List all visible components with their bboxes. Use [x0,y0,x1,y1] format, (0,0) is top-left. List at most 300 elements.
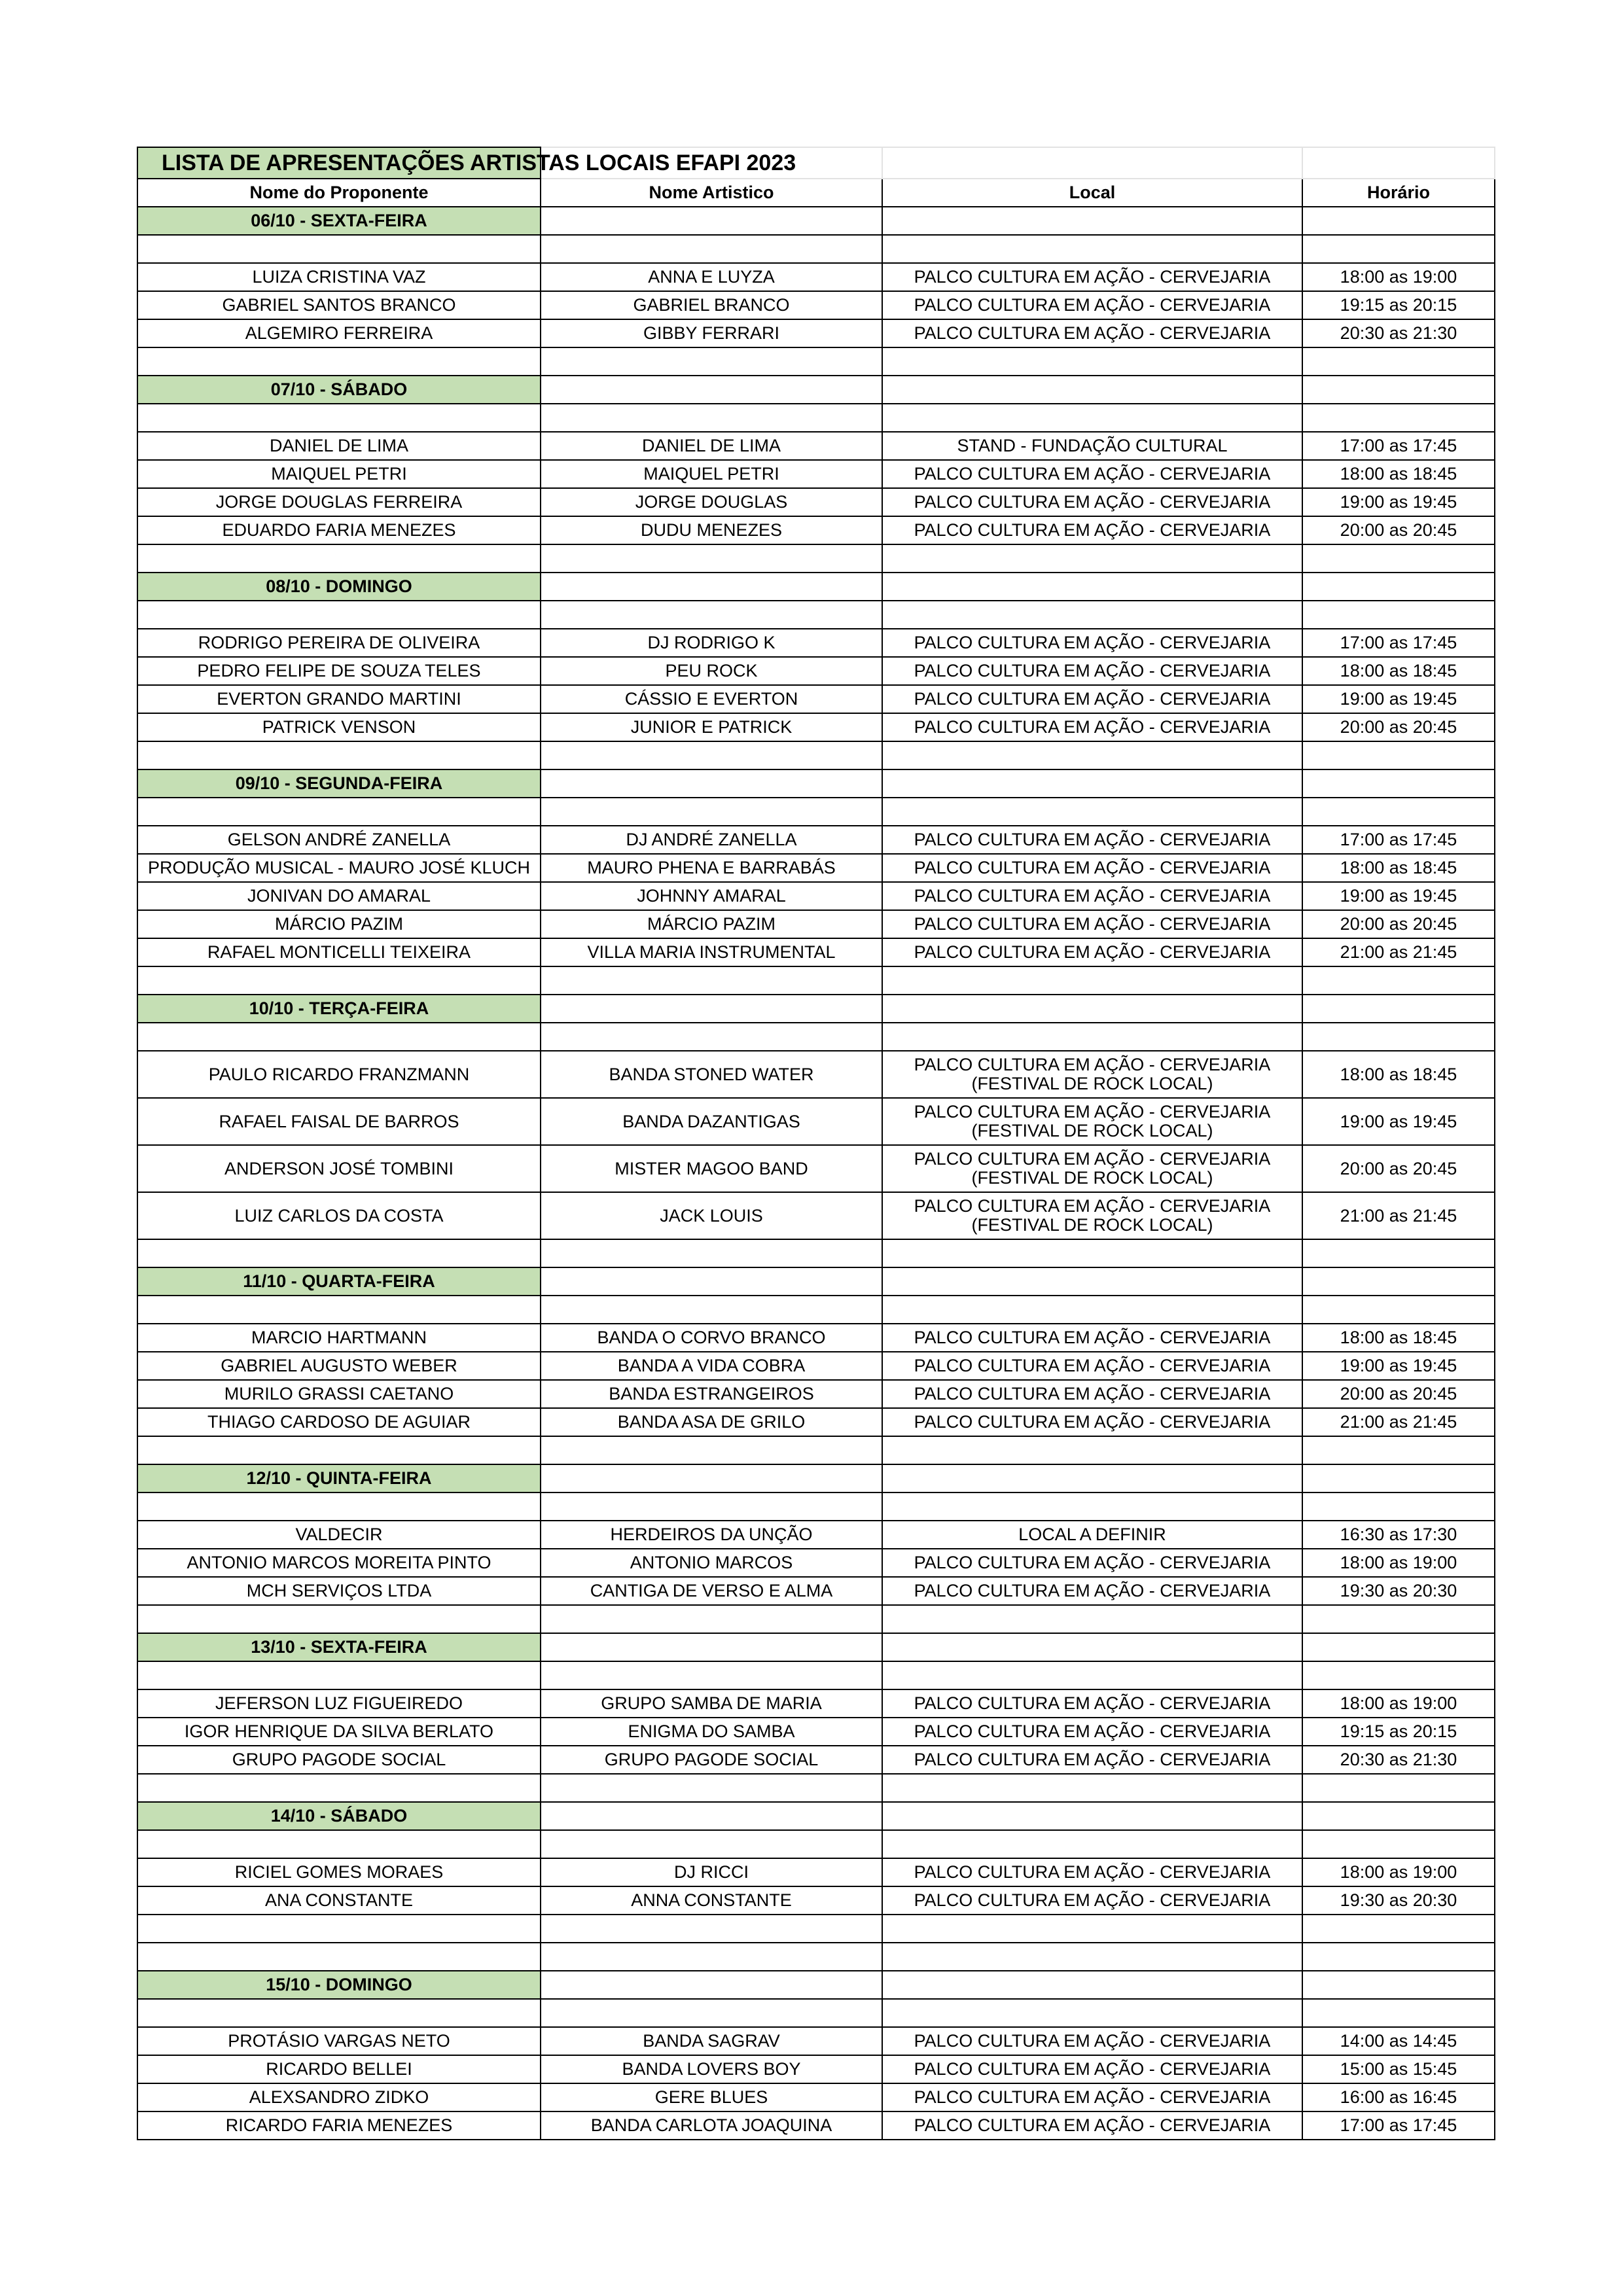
blank-row [137,404,1495,432]
table-row [137,2027,1495,2055]
proponent-cell: MARCIO HARTMANN [137,1324,541,1352]
day-header-row [137,207,1495,235]
artist-name-cell: DANIEL DE LIMA [541,432,882,460]
empty-cell [137,544,541,573]
artist-name-cell: GERE BLUES [541,2083,882,2111]
empty-cell [137,235,541,263]
time-cell: 19:15 as 20:15 [1302,291,1495,319]
day-label: 14/10 - SÁBADO [137,1802,541,1830]
empty-cell [1302,1492,1495,1521]
table-row [137,826,1495,854]
day-header-row [137,573,1495,601]
empty-cell [541,1464,882,1492]
day-label: 10/10 - TERÇA-FEIRA [137,995,541,1023]
empty-cell [1302,1802,1495,1830]
empty-cell [1302,1239,1495,1267]
proponent-cell: LUIZ CARLOS DA COSTA [137,1192,541,1239]
day-header-row [137,376,1495,404]
location-cell: PALCO CULTURA EM AÇÃO - CERVEJARIA [882,1324,1302,1352]
empty-cell [137,601,541,629]
artist-name-cell: PEU ROCK [541,657,882,685]
empty-cell [541,1492,882,1521]
empty-cell [137,966,541,995]
blank-row [137,1239,1495,1267]
day-header-row [137,1464,1495,1492]
sheet-title: LISTA DE APRESENTAÇÕES ARTISTAS LOCAIS EFAPI 2023 [137,147,541,179]
day-header-row [137,995,1495,1023]
empty-cell [1302,404,1495,432]
location-cell: PALCO CULTURA EM AÇÃO - CERVEJARIA [882,854,1302,882]
proponent-cell: RICIEL GOMES MORAES [137,1858,541,1886]
artist-name-cell: BANDA A VIDA COBRA [541,1352,882,1380]
empty-cell [541,966,882,995]
location-cell: PALCO CULTURA EM AÇÃO - CERVEJARIA [882,460,1302,488]
artist-name-cell: MAIQUEL PETRI [541,460,882,488]
location-cell [882,1098,1302,1145]
location-subtitle: (FESTIVAL DE ROCK LOCAL) [971,1215,1213,1235]
empty-cell [882,1943,1302,1971]
location-subtitle: (FESTIVAL DE ROCK LOCAL) [971,1074,1213,1093]
table-row [137,1145,1495,1192]
location-cell: PALCO CULTURA EM AÇÃO - CERVEJARIA [882,488,1302,516]
proponent-cell: RICARDO FARIA MENEZES [137,2111,541,2140]
table-row [137,432,1495,460]
proponent-cell: VALDECIR [137,1521,541,1549]
proponent-cell: DANIEL DE LIMA [137,432,541,460]
location-cell [882,1192,1302,1239]
proponent-cell: MCH SERVIÇOS LTDA [137,1577,541,1605]
empty-cell [137,1915,541,1943]
empty-cell [137,1239,541,1267]
day-label: 07/10 - SÁBADO [137,376,541,404]
empty-cell [882,147,1302,179]
time-cell: 18:00 as 18:45 [1302,657,1495,685]
empty-cell [1302,376,1495,404]
empty-cell [882,1915,1302,1943]
empty-cell [882,995,1302,1023]
artist-name-cell: VILLA MARIA INSTRUMENTAL [541,938,882,966]
empty-cell [137,1436,541,1464]
time-cell: 18:00 as 18:45 [1302,460,1495,488]
header-time: Horário [1302,179,1495,207]
artist-name-cell: BANDA STONED WATER [541,1051,882,1098]
empty-cell [1302,1999,1495,2027]
empty-cell [882,601,1302,629]
artist-name-cell: JUNIOR E PATRICK [541,713,882,741]
location-cell: PALCO CULTURA EM AÇÃO - CERVEJARIA [882,910,1302,938]
location-cell: PALCO CULTURA EM AÇÃO - CERVEJARIA [882,2027,1302,2055]
proponent-cell: EDUARDO FARIA MENEZES [137,516,541,544]
table-row [137,291,1495,319]
proponent-cell: PRODUÇÃO MUSICAL - MAURO JOSÉ KLUCH [137,854,541,882]
artist-name-cell: GRUPO SAMBA DE MARIA [541,1689,882,1718]
table-row [137,1380,1495,1408]
empty-cell [541,769,882,798]
blank-row [137,1605,1495,1633]
empty-cell [541,1267,882,1296]
table-row [137,1192,1495,1239]
proponent-cell: RICARDO BELLEI [137,2055,541,2083]
table-row [137,1408,1495,1436]
blank-row [137,1296,1495,1324]
empty-cell [1302,1774,1495,1802]
empty-cell [541,1605,882,1633]
blank-row [137,1830,1495,1858]
time-cell: 18:00 as 19:00 [1302,1858,1495,1886]
artist-name-cell: DJ RODRIGO K [541,629,882,657]
time-cell: 18:00 as 18:45 [1302,854,1495,882]
table-row [137,1521,1495,1549]
proponent-cell: JORGE DOUGLAS FERREIRA [137,488,541,516]
proponent-cell: ANA CONSTANTE [137,1886,541,1915]
table-row [137,685,1495,713]
artist-name-cell: BANDA O CORVO BRANCO [541,1324,882,1352]
proponent-cell: IGOR HENRIQUE DA SILVA BERLATO [137,1718,541,1746]
artist-name-cell: BANDA ESTRANGEIROS [541,1380,882,1408]
empty-cell [882,741,1302,769]
location-cell: PALCO CULTURA EM AÇÃO - CERVEJARIA [882,516,1302,544]
time-cell: 17:00 as 17:45 [1302,629,1495,657]
location-cell: PALCO CULTURA EM AÇÃO - CERVEJARIA [882,1718,1302,1746]
empty-cell [541,207,882,235]
location-line: PALCO CULTURA EM AÇÃO - CERVEJARIA [914,1196,1271,1216]
empty-cell [882,1999,1302,2027]
table-row [137,1051,1495,1098]
artist-name-cell: JORGE DOUGLAS [541,488,882,516]
empty-cell [882,769,1302,798]
artist-name-cell: BANDA LOVERS BOY [541,2055,882,2083]
proponent-cell: GELSON ANDRÉ ZANELLA [137,826,541,854]
blank-row [137,1436,1495,1464]
empty-cell [541,741,882,769]
empty-cell [882,1605,1302,1633]
time-cell: 19:30 as 20:30 [1302,1886,1495,1915]
empty-cell [882,1436,1302,1464]
empty-cell [882,235,1302,263]
time-cell: 20:00 as 20:45 [1302,910,1495,938]
empty-cell [1302,1633,1495,1661]
time-cell: 21:00 as 21:45 [1302,938,1495,966]
artist-name-cell: DJ RICCI [541,1858,882,1886]
blank-row [137,347,1495,376]
empty-cell [1302,1464,1495,1492]
table-row [137,2083,1495,2111]
table-row [137,629,1495,657]
empty-cell [137,1605,541,1633]
location-cell: STAND - FUNDAÇÃO CULTURAL [882,432,1302,460]
blank-row [137,235,1495,263]
time-cell: 17:00 as 17:45 [1302,826,1495,854]
time-cell: 18:00 as 18:45 [1302,1051,1495,1098]
empty-cell [1302,573,1495,601]
empty-cell [882,347,1302,376]
table-row [137,938,1495,966]
empty-cell [541,1999,882,2027]
empty-cell [541,1436,882,1464]
empty-cell [541,544,882,573]
artist-name-cell: ANNA E LUYZA [541,263,882,291]
empty-cell [541,404,882,432]
empty-cell [541,573,882,601]
day-label: 13/10 - SEXTA-FEIRA [137,1633,541,1661]
day-header-row [137,1633,1495,1661]
time-cell: 20:00 as 20:45 [1302,1145,1495,1192]
day-label: 11/10 - QUARTA-FEIRA [137,1267,541,1296]
artist-name-cell: MISTER MAGOO BAND [541,1145,882,1192]
artist-name-cell: JOHNNY AMARAL [541,882,882,910]
proponent-cell: MURILO GRASSI CAETANO [137,1380,541,1408]
table-row [137,460,1495,488]
location-cell: PALCO CULTURA EM AÇÃO - CERVEJARIA [882,1380,1302,1408]
artist-name-cell: MAURO PHENA E BARRABÁS [541,854,882,882]
empty-cell [541,1943,882,1971]
empty-cell [137,1296,541,1324]
location-line: PALCO CULTURA EM AÇÃO - CERVEJARIA [914,1055,1271,1074]
proponent-cell: JONIVAN DO AMARAL [137,882,541,910]
artist-name-cell: JACK LOUIS [541,1192,882,1239]
time-cell: 16:30 as 17:30 [1302,1521,1495,1549]
empty-cell [882,798,1302,826]
time-cell: 19:15 as 20:15 [1302,1718,1495,1746]
location-cell [882,1145,1302,1192]
empty-cell [882,376,1302,404]
empty-cell [882,404,1302,432]
table-row [137,1689,1495,1718]
time-cell: 18:00 as 18:45 [1302,1324,1495,1352]
artist-name-cell: DUDU MENEZES [541,516,882,544]
time-cell: 20:00 as 20:45 [1302,713,1495,741]
empty-cell [882,1267,1302,1296]
blank-row [137,1774,1495,1802]
empty-cell [541,347,882,376]
proponent-cell: RODRIGO PEREIRA DE OLIVEIRA [137,629,541,657]
table-row [137,910,1495,938]
proponent-cell: ALEXSANDRO ZIDKO [137,2083,541,2111]
table-row [137,319,1495,347]
empty-cell [541,1023,882,1051]
time-cell: 19:00 as 19:45 [1302,488,1495,516]
location-cell: PALCO CULTURA EM AÇÃO - CERVEJARIA [882,1858,1302,1886]
empty-cell [137,404,541,432]
table-row [137,1746,1495,1774]
empty-cell [541,798,882,826]
time-cell: 19:30 as 20:30 [1302,1577,1495,1605]
proponent-cell: PATRICK VENSON [137,713,541,741]
proponent-cell: JEFERSON LUZ FIGUEIREDO [137,1689,541,1718]
empty-cell [1302,1661,1495,1689]
time-cell: 15:00 as 15:45 [1302,2055,1495,2083]
location-cell: PALCO CULTURA EM AÇÃO - CERVEJARIA [882,938,1302,966]
empty-cell [137,1999,541,2027]
proponent-cell: GABRIEL AUGUSTO WEBER [137,1352,541,1380]
artist-name-cell: CANTIGA DE VERSO E ALMA [541,1577,882,1605]
location-cell: PALCO CULTURA EM AÇÃO - CERVEJARIA [882,2111,1302,2140]
time-cell: 20:00 as 20:45 [1302,1380,1495,1408]
day-label: 12/10 - QUINTA-FEIRA [137,1464,541,1492]
location-cell: PALCO CULTURA EM AÇÃO - CERVEJARIA [882,882,1302,910]
header-row [137,179,1495,207]
empty-cell [882,1971,1302,1999]
artist-name-cell: ANTONIO MARCOS [541,1549,882,1577]
table-row [137,488,1495,516]
empty-cell [882,573,1302,601]
proponent-cell: RAFAEL FAISAL DE BARROS [137,1098,541,1145]
empty-cell [882,1830,1302,1858]
empty-cell [882,544,1302,573]
empty-cell [1302,966,1495,995]
proponent-cell: MÁRCIO PAZIM [137,910,541,938]
empty-cell [1302,347,1495,376]
empty-cell [1302,601,1495,629]
blank-row [137,798,1495,826]
empty-cell [1302,1605,1495,1633]
time-cell: 18:00 as 19:00 [1302,263,1495,291]
empty-cell [1302,769,1495,798]
schedule-table-body [137,147,1495,2140]
empty-cell [137,1492,541,1521]
blank-row [137,1023,1495,1051]
table-row [137,854,1495,882]
artist-name-cell: GABRIEL BRANCO [541,291,882,319]
table-row [137,1577,1495,1605]
blank-row [137,1492,1495,1521]
time-cell: 20:00 as 20:45 [1302,516,1495,544]
header-proponent: Nome do Proponente [137,179,541,207]
artist-name-cell: HERDEIROS DA UNÇÃO [541,1521,882,1549]
location-cell: PALCO CULTURA EM AÇÃO - CERVEJARIA [882,2083,1302,2111]
empty-cell [541,1633,882,1661]
empty-cell [882,1296,1302,1324]
table-row [137,516,1495,544]
empty-cell [541,601,882,629]
location-subtitle: (FESTIVAL DE ROCK LOCAL) [971,1168,1213,1188]
schedule-table [137,147,1495,2140]
empty-cell [882,1492,1302,1521]
artist-name-cell: DJ ANDRÉ ZANELLA [541,826,882,854]
empty-cell [1302,1943,1495,1971]
day-label: 08/10 - DOMINGO [137,573,541,601]
proponent-cell: MAIQUEL PETRI [137,460,541,488]
day-header-row [137,1267,1495,1296]
empty-cell [1302,995,1495,1023]
location-cell: PALCO CULTURA EM AÇÃO - CERVEJARIA [882,685,1302,713]
blank-row [137,1999,1495,2027]
empty-cell [541,1661,882,1689]
blank-row [137,1661,1495,1689]
location-cell [882,1051,1302,1098]
proponent-cell: GRUPO PAGODE SOCIAL [137,1746,541,1774]
location-cell: PALCO CULTURA EM AÇÃO - CERVEJARIA [882,713,1302,741]
blank-row [137,544,1495,573]
time-cell: 14:00 as 14:45 [1302,2027,1495,2055]
blank-row [137,1943,1495,1971]
table-row [137,1886,1495,1915]
location-line: PALCO CULTURA EM AÇÃO - CERVEJARIA [914,1102,1271,1122]
empty-cell [541,1802,882,1830]
empty-cell [1302,235,1495,263]
header-artist: Nome Artistico [541,179,882,207]
proponent-cell: GABRIEL SANTOS BRANCO [137,291,541,319]
table-row [137,1858,1495,1886]
artist-name-cell: GRUPO PAGODE SOCIAL [541,1746,882,1774]
empty-cell [137,1661,541,1689]
table-row [137,2055,1495,2083]
time-cell: 18:00 as 19:00 [1302,1549,1495,1577]
day-label: 15/10 - DOMINGO [137,1971,541,1999]
blank-row [137,601,1495,629]
empty-cell [541,1971,882,1999]
table-row [137,1098,1495,1145]
empty-cell [541,235,882,263]
location-cell: PALCO CULTURA EM AÇÃO - CERVEJARIA [882,657,1302,685]
time-cell: 16:00 as 16:45 [1302,2083,1495,2111]
location-cell: PALCO CULTURA EM AÇÃO - CERVEJARIA [882,1408,1302,1436]
table-row [137,1718,1495,1746]
empty-cell [137,1830,541,1858]
blank-row [137,966,1495,995]
empty-cell [1302,1830,1495,1858]
location-cell: PALCO CULTURA EM AÇÃO - CERVEJARIA [882,1886,1302,1915]
location-cell: PALCO CULTURA EM AÇÃO - CERVEJARIA [882,629,1302,657]
empty-cell [1302,741,1495,769]
artist-name-cell: BANDA DAZANTIGAS [541,1098,882,1145]
artist-name-cell: BANDA ASA DE GRILO [541,1408,882,1436]
day-label: 06/10 - SEXTA-FEIRA [137,207,541,235]
table-row [137,1352,1495,1380]
artist-name-cell: ENIGMA DO SAMBA [541,1718,882,1746]
day-header-row [137,1802,1495,1830]
empty-cell [1302,1971,1495,1999]
proponent-cell: ALGEMIRO FERREIRA [137,319,541,347]
day-label: 09/10 - SEGUNDA-FEIRA [137,769,541,798]
time-cell: 19:00 as 19:45 [1302,685,1495,713]
time-cell: 21:00 as 21:45 [1302,1192,1495,1239]
empty-cell [541,1296,882,1324]
empty-cell [882,1239,1302,1267]
time-cell: 17:00 as 17:45 [1302,432,1495,460]
empty-cell [882,1661,1302,1689]
table-row [137,1324,1495,1352]
proponent-cell: ANDERSON JOSÉ TOMBINI [137,1145,541,1192]
time-cell: 19:00 as 19:45 [1302,1352,1495,1380]
proponent-cell: EVERTON GRANDO MARTINI [137,685,541,713]
empty-cell [1302,1436,1495,1464]
time-cell: 18:00 as 19:00 [1302,1689,1495,1718]
empty-cell [137,1943,541,1971]
table-row [137,657,1495,685]
table-row [137,1549,1495,1577]
time-cell: 21:00 as 21:45 [1302,1408,1495,1436]
time-cell: 20:30 as 21:30 [1302,319,1495,347]
proponent-cell: ANTONIO MARCOS MOREITA PINTO [137,1549,541,1577]
title-row [137,147,1495,179]
location-cell: PALCO CULTURA EM AÇÃO - CERVEJARIA [882,2055,1302,2083]
empty-cell [1302,798,1495,826]
location-cell: PALCO CULTURA EM AÇÃO - CERVEJARIA [882,263,1302,291]
empty-cell [137,798,541,826]
empty-cell [137,1023,541,1051]
empty-cell [1302,1267,1495,1296]
empty-cell [882,1023,1302,1051]
table-row [137,882,1495,910]
location-cell: PALCO CULTURA EM AÇÃO - CERVEJARIA [882,1689,1302,1718]
empty-cell [541,376,882,404]
empty-cell [137,347,541,376]
proponent-cell: THIAGO CARDOSO DE AGUIAR [137,1408,541,1436]
blank-row [137,1915,1495,1943]
location-cell: PALCO CULTURA EM AÇÃO - CERVEJARIA [882,1746,1302,1774]
empty-cell [1302,1296,1495,1324]
